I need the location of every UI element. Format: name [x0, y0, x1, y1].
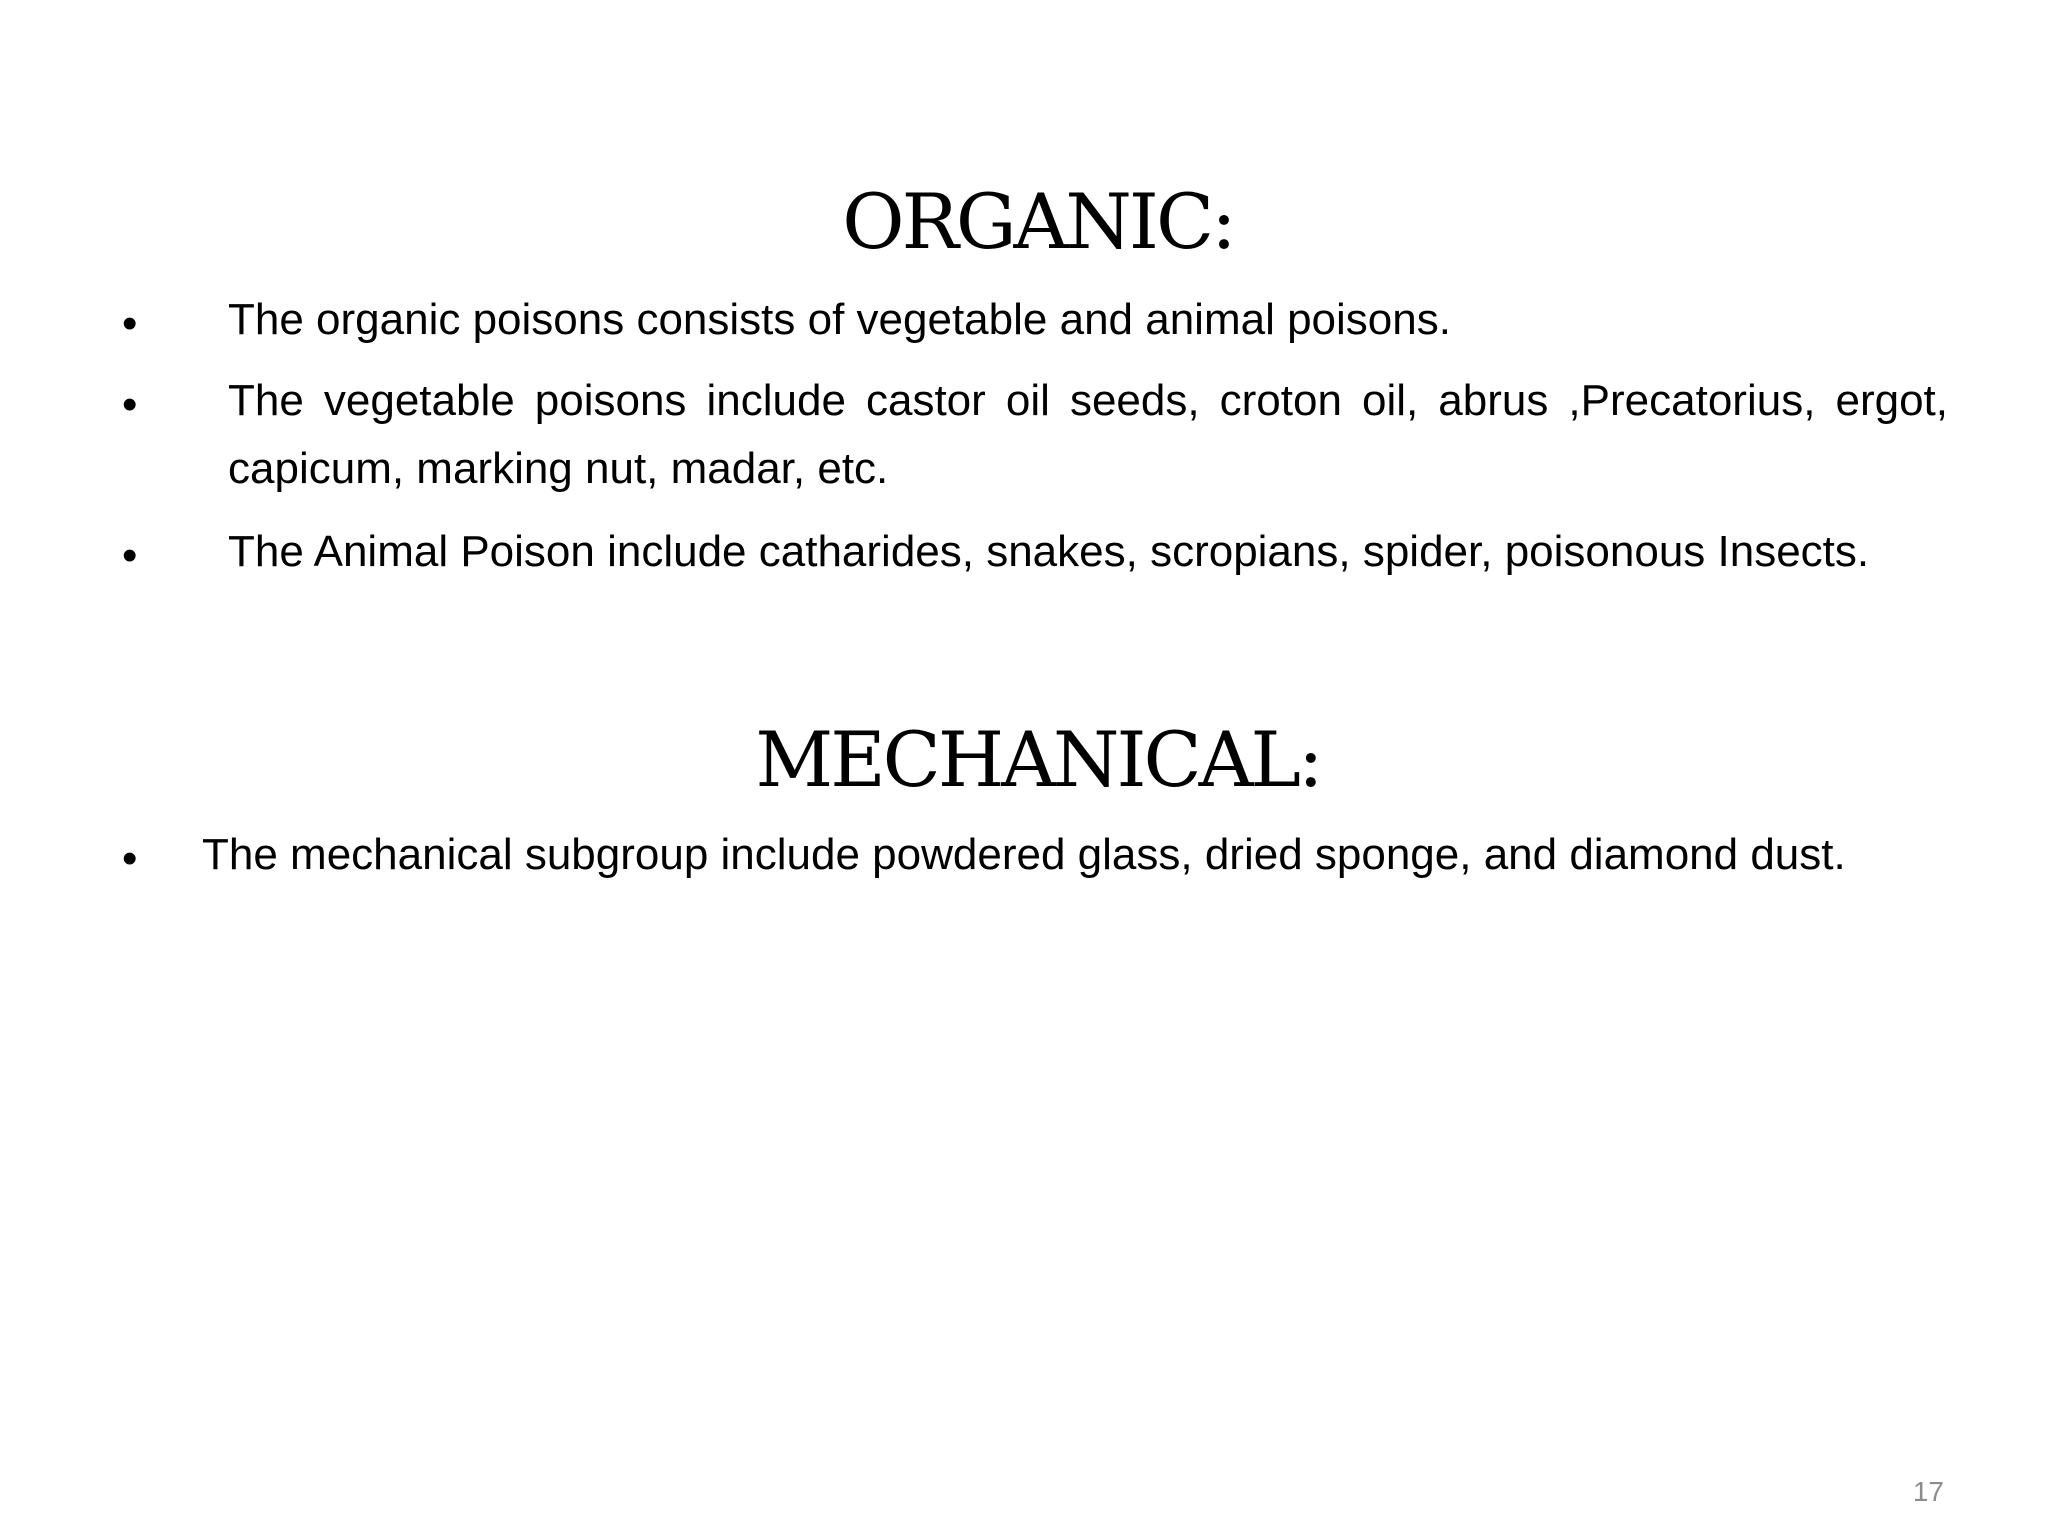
- heading-organic: ORGANIC:: [842, 177, 1234, 266]
- organic-item-1: The organic poisons consists of vegetable and animal poisons.: [228, 295, 1451, 344]
- bullet-symbol: •: [122, 531, 138, 580]
- bullet-symbol: •: [122, 834, 138, 883]
- page-number: 17: [1912, 1476, 1944, 1507]
- bullet-symbol: •: [122, 380, 138, 429]
- organic-item-3: The Animal Poison include catharides, snakes, scropians, spider, poisonous Insects.: [228, 527, 1870, 576]
- organic-item-2: The vegetable poisons include castor oil seeds, croton oil, abrus ,Precatorius, ergot, capicum, marking nut, madar, etc.: [228, 376, 1948, 493]
- heading-mechanical: MECHANICAL:: [755, 715, 1321, 804]
- bullet-symbol: •: [122, 299, 138, 348]
- mechanical-item-1: The mechanical subgroup include powdered glass, dried sponge, and diamond dust.: [202, 830, 1846, 879]
